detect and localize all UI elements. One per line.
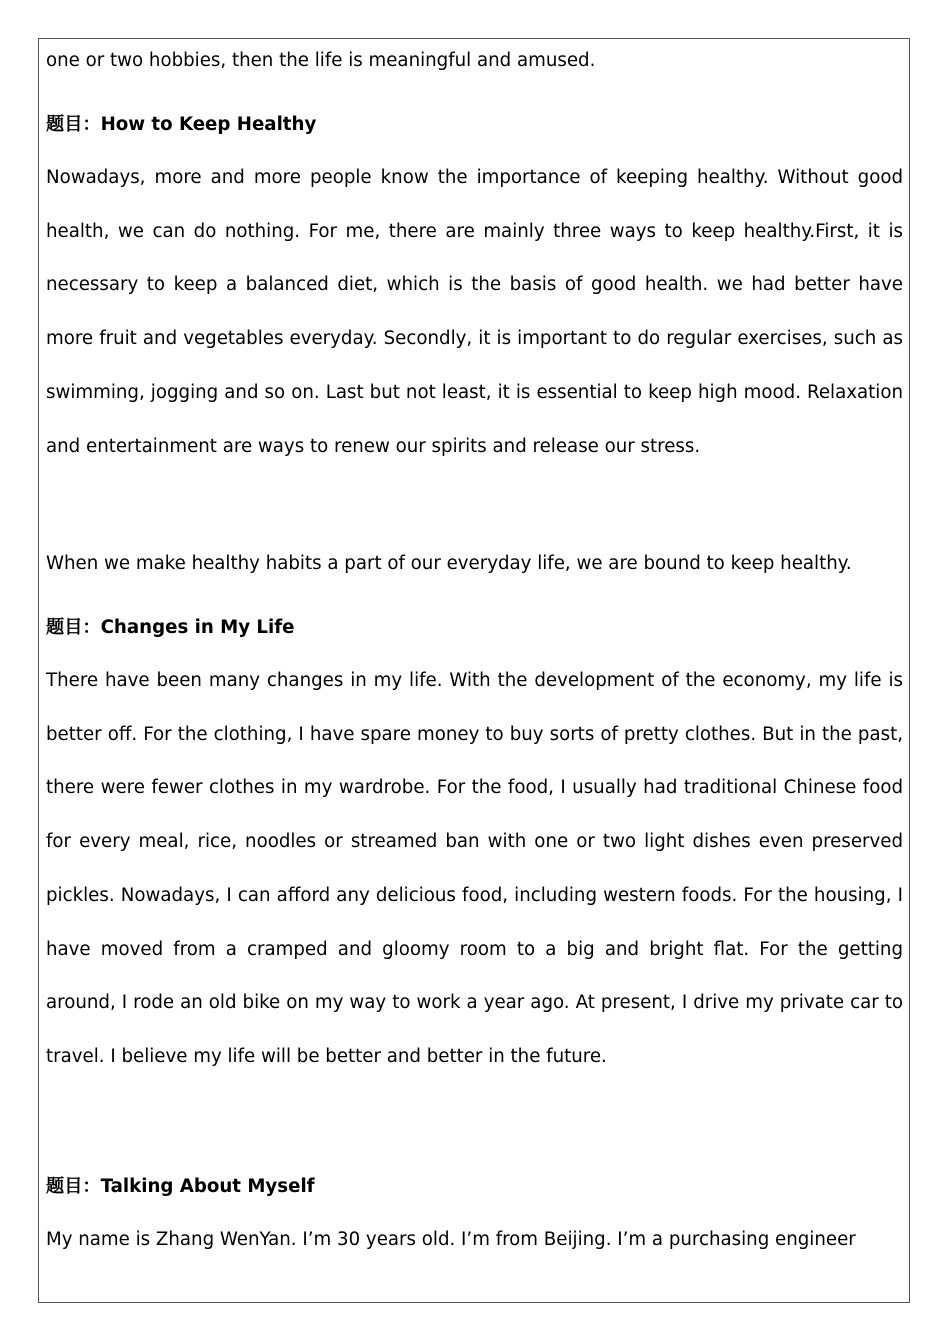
document-page — [38, 38, 910, 1303]
section-heading-myself — [46, 1175, 315, 1199]
section-closing-healthy: When we make healthy habits a part of our everyday life, we are bound to keep healthy. — [46, 553, 852, 574]
heading-prefix: 题目： — [46, 1176, 101, 1197]
section-heading-changes — [46, 616, 294, 640]
section-paragraph-myself: My name is Zhang WenYan. I’m 30 years old. I’m from Beijing. I’m a purchasing engineer — [46, 1229, 856, 1250]
heading-prefix: 题目： — [46, 617, 101, 638]
heading-title: Talking About Myself — [100, 1176, 315, 1197]
heading-prefix: 题目： — [46, 114, 101, 135]
intro-line: one or two hobbies, then the life is meaningful and amused. — [46, 50, 596, 71]
section-paragraph-healthy: Nowadays, more and more people know the importance of keeping healthy. Without good health, we can do nothing. For me, there are mainly three ways to keep healthy.First, it is necessary to keep a balanced diet, which is the basis of good health. we had better have more fruit and vegetables everyday. Secondly, it is important to do regular exercises, such as swimming, jogging and so on. Last but not least, it is essential to keep high mood. Relaxation and entertainment are ways to renew our spirits and release our stress. — [46, 167, 903, 457]
section-heading-healthy — [46, 113, 316, 137]
heading-title: Changes in My Life — [100, 617, 295, 638]
section-paragraph-changes: There have been many changes in my life. With the development of the economy, my life is better off. For the clothing, I have spare money to buy sorts of pretty clothes. But in the past, there were fewer clothes in my wardrobe. For the food, I usually had traditional Chinese food for every meal, rice, noodles or streamed ban with one or two light dishes even preserved pickles. Nowadays, I can afford any delicious food, including western foods. For the housing, I have moved from a cramped and gloomy room to a big and bright flat. For the getting around, I rode an old bike on my way to work a year ago. At present, I drive my private car to travel. I believe my life will be better and better in the future. — [46, 670, 903, 1067]
heading-title: How to Keep Healthy — [100, 114, 317, 135]
